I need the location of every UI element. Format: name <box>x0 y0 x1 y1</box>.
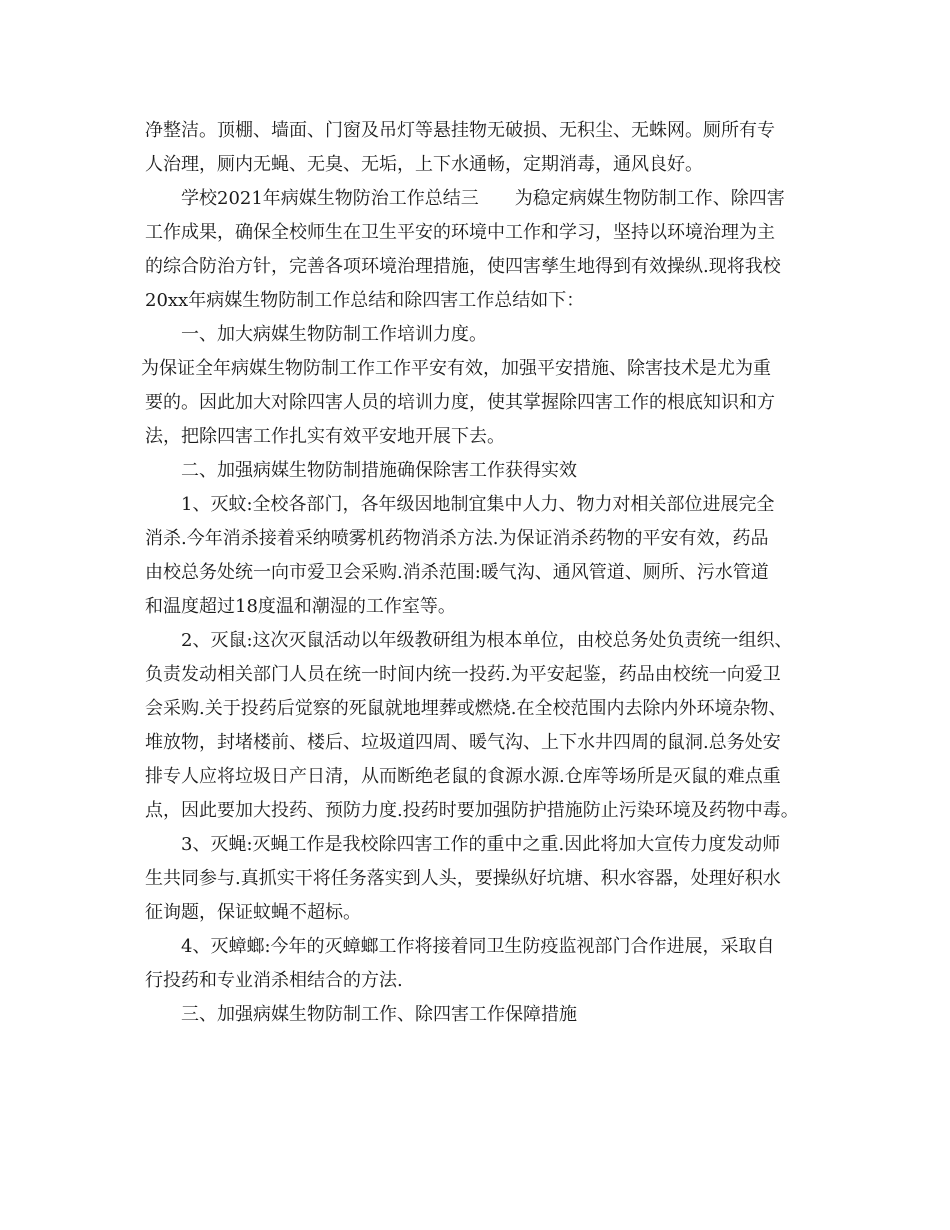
paragraph-sanitation-standards <box>145 114 825 182</box>
paragraph-mosquito-control <box>145 488 825 624</box>
text-line: 20xx年病媒生物防制工作总结和除四害工作总结如下： <box>145 290 585 311</box>
heading-line: 一、加大病媒生物防制工作培训力度。 <box>181 324 487 345</box>
paragraph-rodent-control <box>145 624 825 828</box>
text-line: 由校总务处统一向市爱卫会采购.消杀范围:暖气沟、通风管道、厕所、污水管道 <box>145 562 769 583</box>
text-line: 净整洁。顶棚、墙面、门窗及吊灯等悬挂物无破损、无积尘、无蛛网。厕所有专 <box>145 120 775 141</box>
text-line: 1、灭蚊:全校各部门，各年级因地制宜集中人力、物力对相关部位进展完全 <box>181 494 775 515</box>
text-line: 点，因此要加大投药、预防力度.投药时要加强防护措施防止污染环境及药物中毒。 <box>145 800 799 821</box>
text-line: 的综合防治方针，完善各项环境治理措施，使四害孳生地得到有效操纵.现将我校 <box>145 256 781 277</box>
paragraph-fly-control <box>145 828 825 930</box>
document-body <box>141 114 825 1032</box>
section-heading-training <box>145 318 825 352</box>
text-line: 征询题，保证蚊蝇不超标。 <box>145 902 361 923</box>
section-heading-measures <box>145 454 825 488</box>
paragraph-summary-intro <box>145 182 825 318</box>
paragraph-cockroach-control <box>145 930 825 998</box>
text-line: 4、灭蟑螂:今年的灭蟑螂工作将接着同卫生防疫监视部门合作进展，采取自 <box>181 936 775 957</box>
heading-line: 二、加强病媒生物防制措施确保除害工作获得实效 <box>181 460 577 481</box>
text-line: 要的。因此加大对除四害人员的培训力度，使其掌握除四害工作的根底知识和方 <box>145 392 775 413</box>
text-line: 和温度超过18度温和潮湿的工作室等。 <box>145 596 456 617</box>
text-line: 人治理，厕内无蝇、无臭、无垢，上下水通畅，定期消毒，通风良好。 <box>145 154 703 175</box>
text-line: 排专人应将垃圾日产日清，从而断绝老鼠的食源水源.仓库等场所是灭鼠的难点重 <box>145 766 781 787</box>
text-line: 负责发动相关部门人员在统一时间内统一投药.为平安起鉴，药品由校统一向爱卫 <box>145 664 781 685</box>
text-line: 3、灭蝇:灭蝇工作是我校除四害工作的重中之重.因此将加大宣传力度发动师 <box>181 834 781 855</box>
text-line: 消杀.今年消杀接着采纳喷雾机药物消杀方法.为保证消杀药物的平安有效，药品 <box>145 528 769 549</box>
paragraph-training-details <box>141 352 825 454</box>
text-line: 法，把除四害工作扎实有效平安地开展下去。 <box>145 426 505 447</box>
section-heading-safeguards <box>145 998 825 1032</box>
heading-line: 三、加强病媒生物防制工作、除四害工作保障措施 <box>181 1004 577 1025</box>
text-line: 2、灭鼠:这次灭鼠活动以年级教研组为根本单位，由校总务处负责统一组织、 <box>181 630 793 651</box>
text-line: 会采购.关于投药后觉察的死鼠就地埋葬或燃烧.在全校范围内去除内外环境杂物、 <box>145 698 787 719</box>
text-line: 工作成果，确保全校师生在卫生平安的环境中工作和学习，坚持以环境治理为主 <box>145 222 775 243</box>
text-line: 学校2021年病媒生物防治工作总结三 为稳定病媒生物防制工作、除四害 <box>181 188 785 209</box>
text-line: 堆放物，封堵楼前、楼后、垃圾道四周、暖气沟、上下水井四周的鼠洞.总务处安 <box>145 732 781 753</box>
text-line: 生共同参与.真抓实干将任务落实到人头，要操纵好坑塘、积水容器，处理好积水 <box>145 868 781 889</box>
text-line: 行投药和专业消杀相结合的方法. <box>145 970 403 991</box>
text-line: 为保证全年病媒生物防制工作工作平安有效，加强平安措施、除害技术是尤为重 <box>141 358 771 379</box>
